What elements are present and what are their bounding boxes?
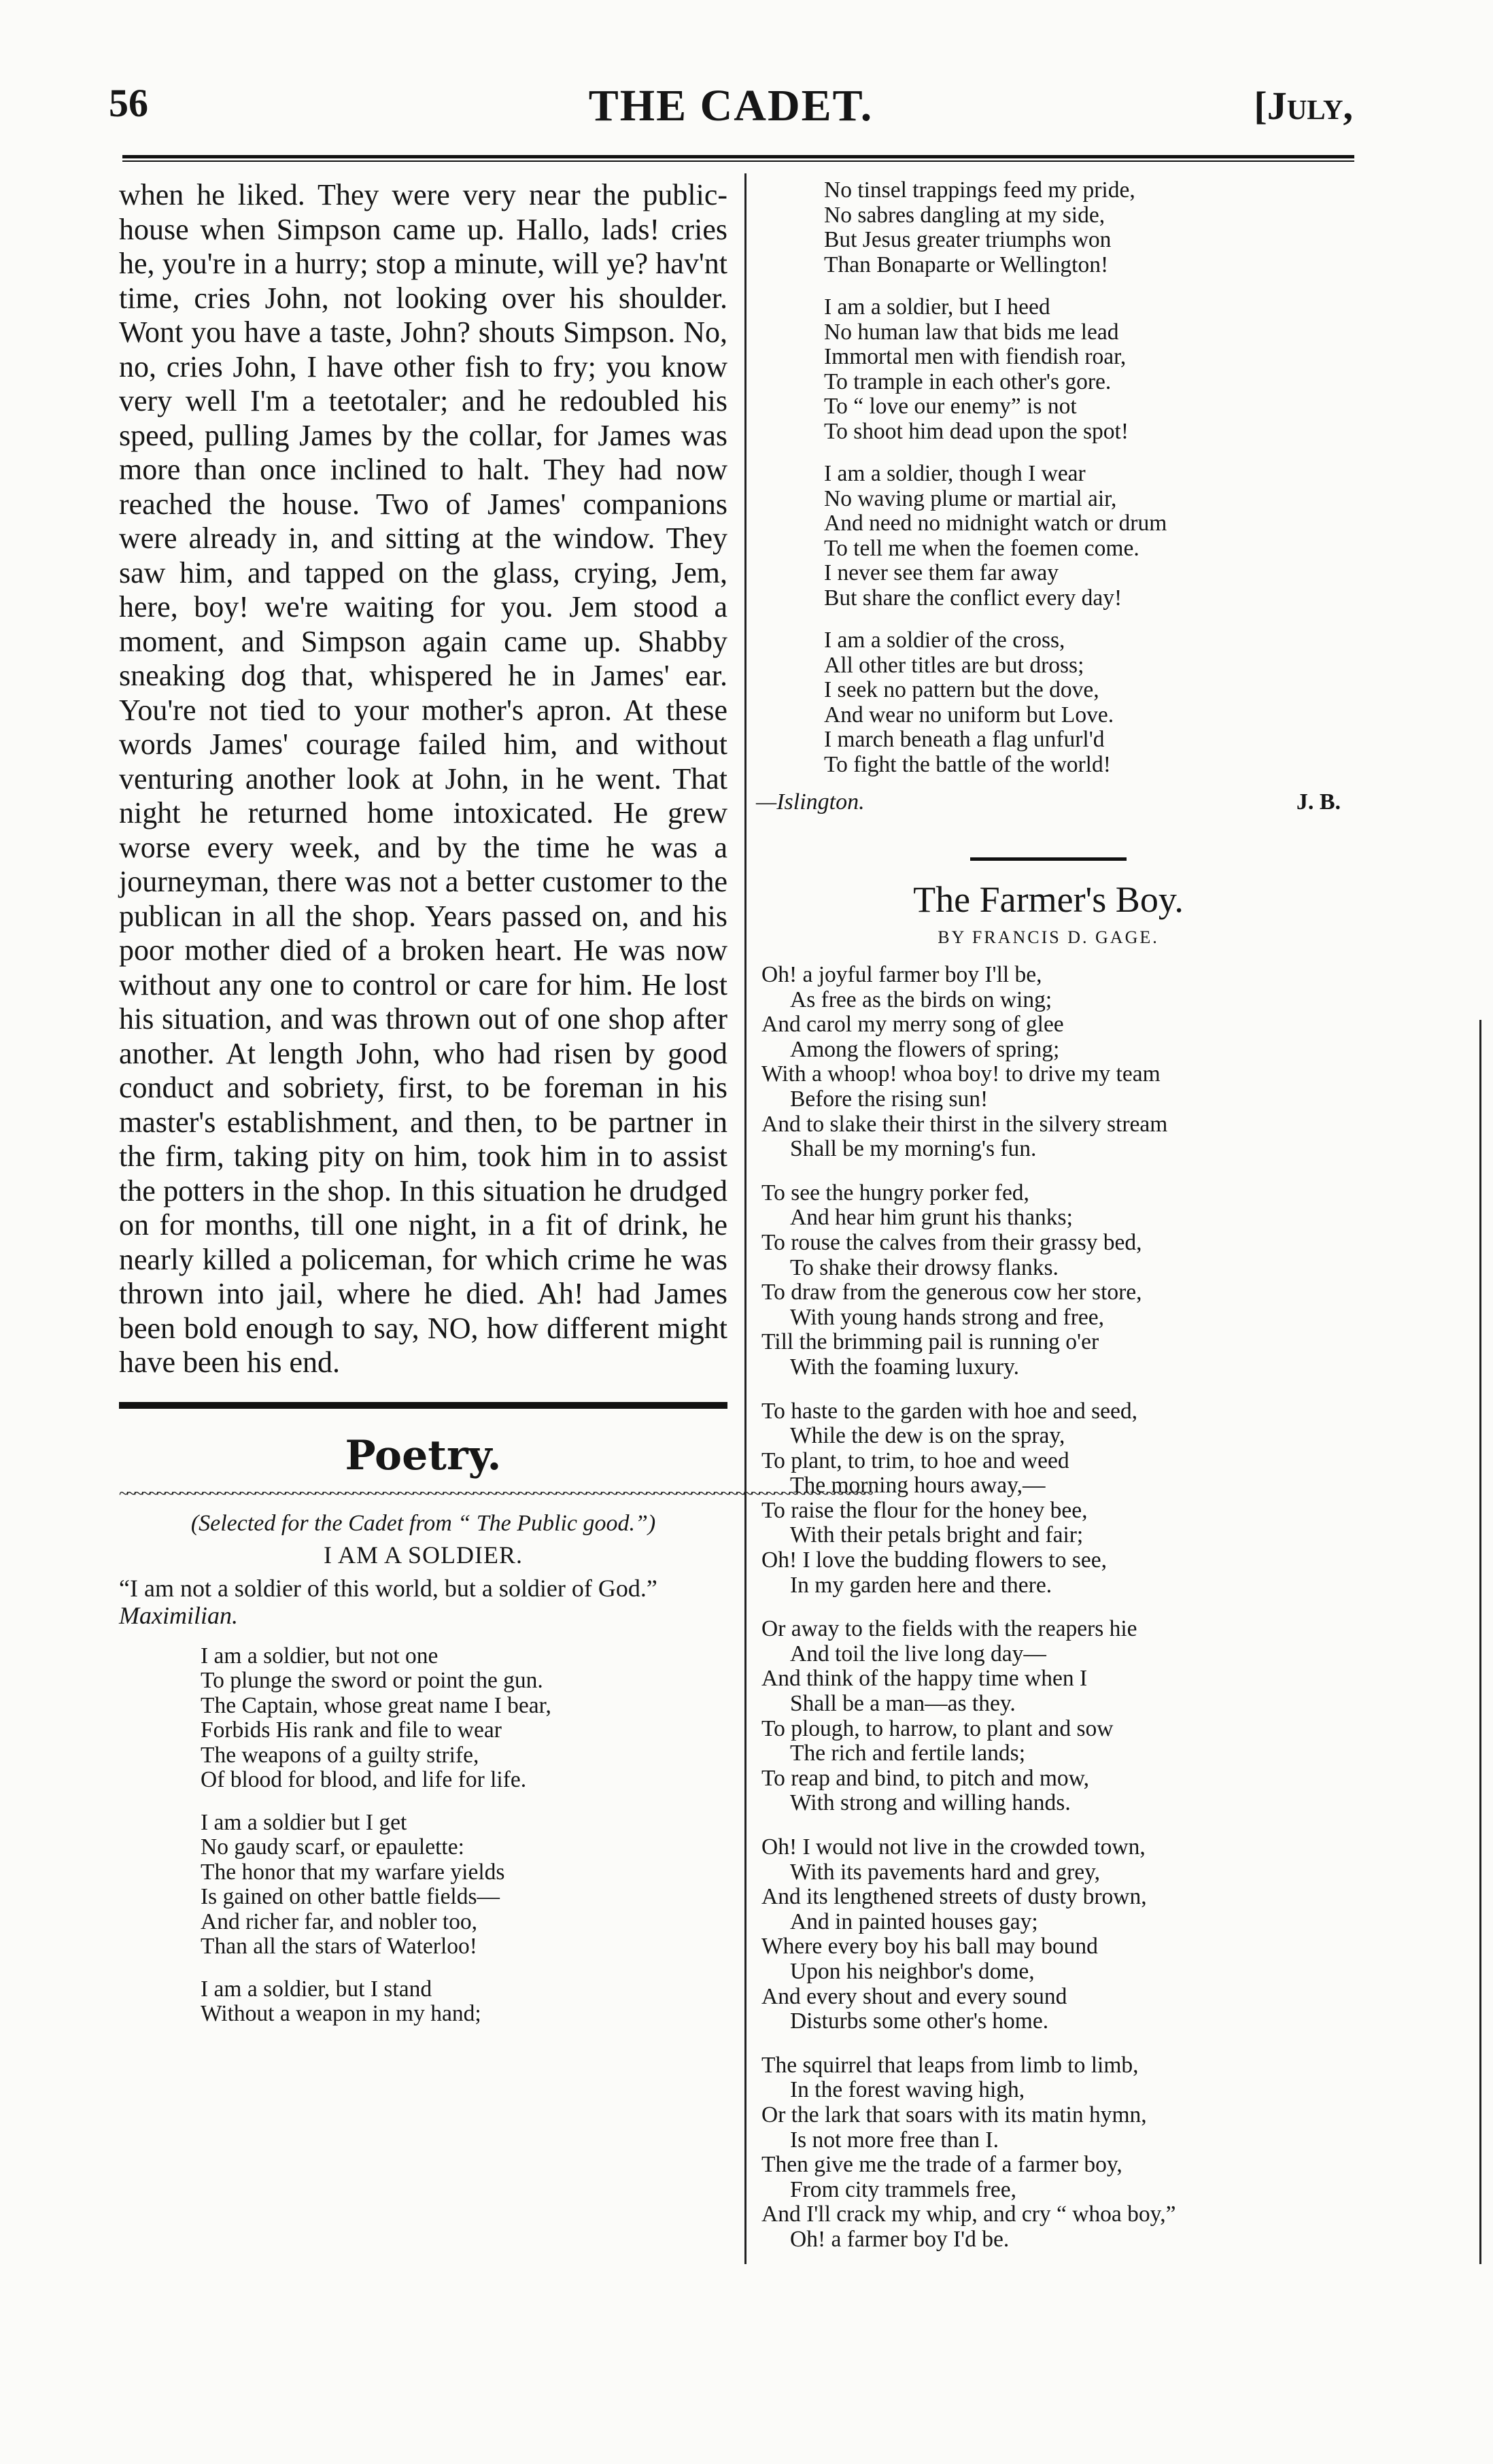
poem-line: Without a weapon in my hand;	[201, 2001, 481, 2026]
running-title: THE CADET.	[588, 81, 874, 131]
poem-signoff	[756, 789, 1341, 819]
epigraph-text: “I am not a soldier of this world, but a soldier of God.”	[119, 1574, 657, 1602]
poem-stanza	[756, 1617, 1341, 1816]
poem-line: The Captain, whose great name I bear,	[201, 1692, 551, 1718]
poem-line: The honor that my warfare yields	[201, 1859, 505, 1885]
poem-line: And I'll crack my whip, and cry “ whoa boy,”	[761, 2202, 1176, 2227]
page-header	[109, 80, 1353, 141]
poem-stanza	[756, 462, 1341, 611]
soldier-poem-part-1	[119, 1644, 727, 2027]
poem-line: The morning hours away,—	[790, 1473, 1046, 1499]
header-rule	[122, 155, 1354, 162]
poem-line: To tell me when the foemen come.	[824, 535, 1139, 561]
poem-line: Then give me the trade of a farmer boy,	[761, 2152, 1122, 2178]
poem-line: Till the brimming pail is running o'er	[761, 1329, 1099, 1355]
poem-line: To shake their drowsy flanks.	[790, 1254, 1059, 1280]
poem-line: While the dew is on the spray,	[790, 1423, 1065, 1449]
poem-line: I am a soldier of the cross,	[824, 628, 1065, 653]
poem-line: And in painted houses gay;	[790, 1909, 1038, 1934]
poem-title: I AM A SOLDIER.	[323, 1541, 524, 1569]
poem-line: And richer far, and nobler too,	[201, 1909, 478, 1934]
poem-line: In my garden here and there.	[790, 1572, 1052, 1598]
poem-line: Oh! a farmer boy I'd be.	[790, 2226, 1010, 2252]
poem-line: I march beneath a flag unfurl'd	[824, 727, 1105, 752]
poem-stanza	[119, 1977, 727, 2027]
poem-line: To draw from the generous cow her store,	[761, 1280, 1142, 1305]
poem-line: To shoot him dead upon the spot!	[824, 418, 1129, 444]
poem-line: And every shout and every sound	[761, 1983, 1067, 2009]
poem-line: Upon his neighbor's dome,	[790, 1958, 1035, 1984]
poem-line: Where every boy his ball may bound	[761, 1934, 1098, 1960]
story-text	[119, 178, 727, 1380]
poem-line: And hear him grunt his thanks;	[790, 1205, 1073, 1231]
poem-line: To “ love our enemy” is not	[824, 394, 1077, 419]
poem-line: Than all the stars of Waterloo!	[201, 1934, 477, 1959]
poem-line: The weapons of a guilty strife,	[201, 1742, 479, 1768]
poem-line: No human law that bids me lead	[824, 319, 1119, 345]
poem-line: With young hands strong and free,	[790, 1304, 1104, 1330]
poem-line: Disturbs some other's home.	[790, 2008, 1049, 2034]
poem-line: Before the rising sun!	[790, 1086, 989, 1112]
short-rule	[970, 857, 1127, 861]
poem-line: With its pavements hard and grey,	[790, 1859, 1101, 1885]
right-column	[756, 178, 1341, 2272]
poem-line: All other titles are but dross;	[824, 652, 1084, 678]
farmer-poem-title: The Farmer's Boy.	[913, 879, 1184, 920]
poem-line: To rouse the calves from their grassy bed,	[761, 1229, 1142, 1255]
poem-stanza	[119, 1811, 727, 1960]
poem-line: With strong and willing hands.	[790, 1790, 1071, 1816]
poem-line: Or the lark that soars with its matin hymn,	[761, 2102, 1147, 2127]
page-number: 56	[109, 81, 148, 125]
poem-line: In the forest waving high,	[790, 2077, 1025, 2103]
poem-line: No tinsel trappings feed my pride,	[824, 177, 1135, 203]
poem-line: I am a soldier, but I stand	[201, 1976, 432, 2002]
poem-line: To plunge the sword or point the gun.	[201, 1668, 543, 1693]
poem-line: No sabres dangling at my side,	[824, 202, 1105, 228]
poem-line: And its lengthened streets of dusty brown,	[761, 1884, 1147, 1910]
poem-line: Among the flowers of spring;	[790, 1036, 1060, 1062]
poem-line: I am a soldier, though I wear	[824, 461, 1086, 486]
poem-line: I am a soldier, but I heed	[824, 294, 1050, 320]
poem-line: And need no midnight watch or drum	[824, 511, 1167, 536]
poem-line: To plant, to trim, to hoe and weed	[761, 1448, 1069, 1473]
poem-line: And think of the happy time when I	[761, 1666, 1088, 1692]
poetry-heading: Poetry.	[345, 1431, 502, 1479]
poem-line: To reap and bind, to pitch and mow,	[761, 1765, 1090, 1791]
poem-stanza	[756, 178, 1341, 277]
poem-line: I am a soldier, but not one	[201, 1643, 439, 1669]
section-rule	[119, 1402, 727, 1409]
poem-line: Forbids His rank and file to wear	[201, 1717, 502, 1743]
poem-line: Immortal men with fiendish roar,	[824, 344, 1127, 369]
wavy-rule: ~~~~~~~~~~~~~~~~~~~~~~~~~~~~~~~~~~~~~~~~~~~~~~~~~~~~~~~~~~~~~~~~~~~~~~~~~~~~~~~~~~~~~~~~~~~~~~~~~~~~	[119, 1483, 872, 1503]
poem-line: I seek no pattern but the dove,	[824, 677, 1099, 702]
poem-stanza	[119, 1644, 727, 1793]
poem-stanza	[756, 1181, 1341, 1380]
farmer-poem-byline: BY FRANCIS D. GAGE.	[938, 927, 1159, 947]
poem-line: From city trammels free,	[790, 2176, 1017, 2202]
poem-line: To trample in each other's gore.	[824, 369, 1112, 394]
poem-line: With their petals bright and fair;	[790, 1522, 1084, 1548]
poem-stanza	[756, 1399, 1341, 1598]
poem-line: Than Bonaparte or Wellington!	[824, 252, 1109, 277]
poem-line: With a whoop! whoa boy! to drive my team	[761, 1061, 1161, 1087]
poem-epigraph	[119, 1575, 727, 1629]
column-divider	[744, 173, 746, 2264]
poem-line: Shall be a man—as they.	[790, 1691, 1016, 1717]
poem-line: And carol my merry song of glee	[761, 1012, 1064, 1038]
poem-line: Shall be my morning's fun.	[790, 1136, 1037, 1162]
signoff-initials: J. B.	[1296, 789, 1341, 815]
poem-line: To plough, to harrow, to plant and sow	[761, 1715, 1114, 1741]
poem-line: Of blood for blood, and life for life.	[201, 1767, 527, 1792]
epigraph-author: Maximilian.	[119, 1601, 238, 1629]
poem-stanza	[756, 963, 1341, 1162]
poem-line: I am a soldier but I get	[201, 1809, 407, 1835]
page-edge-line	[1479, 1020, 1481, 2264]
poem-line: To raise the flour for the honey bee,	[761, 1497, 1088, 1523]
poem-line: Oh! a joyful farmer boy I'll be,	[761, 962, 1042, 987]
poem-line: Oh! I love the budding flowers to see,	[761, 1547, 1107, 1573]
poem-line: No waving plume or martial air,	[824, 485, 1117, 511]
poem-line: To haste to the garden with hoe and seed,	[761, 1398, 1138, 1424]
poem-line: And to slake their thirst in the silvery stream	[761, 1111, 1168, 1137]
poem-line: Oh! I would not live in the crowded town,	[761, 1834, 1146, 1860]
poem-line: The squirrel that leaps from limb to limb,	[761, 2052, 1139, 2078]
poem-line: I never see them far away	[824, 560, 1059, 585]
poem-line: No gaudy scarf, or epaulette:	[201, 1834, 464, 1860]
poem-stanza	[756, 295, 1341, 444]
poem-stanza	[756, 1835, 1341, 2034]
poem-line: With the foaming luxury.	[790, 1354, 1019, 1380]
soldier-poem-part-2	[756, 178, 1341, 777]
poem-stanza	[756, 628, 1341, 777]
poem-credit: (Selected for the Cadet from “ The Public good.”)	[190, 1510, 656, 1536]
poem-line: But share the conflict every day!	[824, 585, 1122, 611]
story-paragraph: when he liked. They were very near the public-house when Simpson came up. Hallo, lads! cries he, you're in a hurry; stop a minute, will ye? hav'nt time, cries John, not looking over his shoulder. Wont you have a taste, John? shouts Simpson. No, no, cries John, I have other fish to fry; you know very well I'm a teetotaler; and he redoubled his speed, pulling James by the collar, for James was more than once inclined to halt. They had now reached the house. Two of James' companions were already in, and sitting at the window. They saw him, and tapped on the glass, crying, Jem, here, boy! we're waiting for you. Jem stood a moment, and Simpson again came up. Shabby sneaking dog that, whispered he in James' ear. You're not tied to your mother's apron. At these words James' courage failed him, and without venturing another look at John, in he went. That night he returned home intoxicated. He grew worse every week, and by the time he was a journeyman, there was not a better customer to the publican in all the shop. Years passed on, and his poor mother died of a broken heart. He was now without any one to control or care for him. He lost his situation, and was thrown out of one shop after another. At length John, who had risen by good conduct and sobriety, first, to be foreman in his master's establishment, and then, to be partner in the firm, taking pity on him, took him in to assist the potters in the shop. In this situation he drudged on for months, till one night, in a fit of drink, he nearly killed a policeman, for which crime he was thrown into jail, where he died. Ah! had James been bold enough to say, NO, how different might have been his end.	[119, 178, 727, 1379]
poem-line: To fight the battle of the world!	[824, 751, 1111, 777]
signoff-place: —Islington.	[756, 789, 865, 815]
poem-line: And toil the live long day—	[790, 1641, 1046, 1666]
poem-stanza	[756, 2053, 1341, 2253]
poem-line: Is not more free than I.	[790, 2127, 999, 2153]
poem-line: But Jesus greater triumphs won	[824, 227, 1112, 252]
poem-line: Is gained on other battle fields—	[201, 1884, 500, 1909]
poem-line: The rich and fertile lands;	[790, 1741, 1026, 1766]
poem-line: And wear no uniform but Love.	[824, 702, 1114, 728]
farmer-poem	[756, 963, 1341, 2253]
poem-line: As free as the birds on wing;	[790, 987, 1052, 1012]
poem-line: Or away to the fields with the reapers hie	[761, 1616, 1137, 1642]
poem-line: To see the hungry porker fed,	[761, 1180, 1029, 1205]
running-date: [July,	[1254, 84, 1353, 128]
